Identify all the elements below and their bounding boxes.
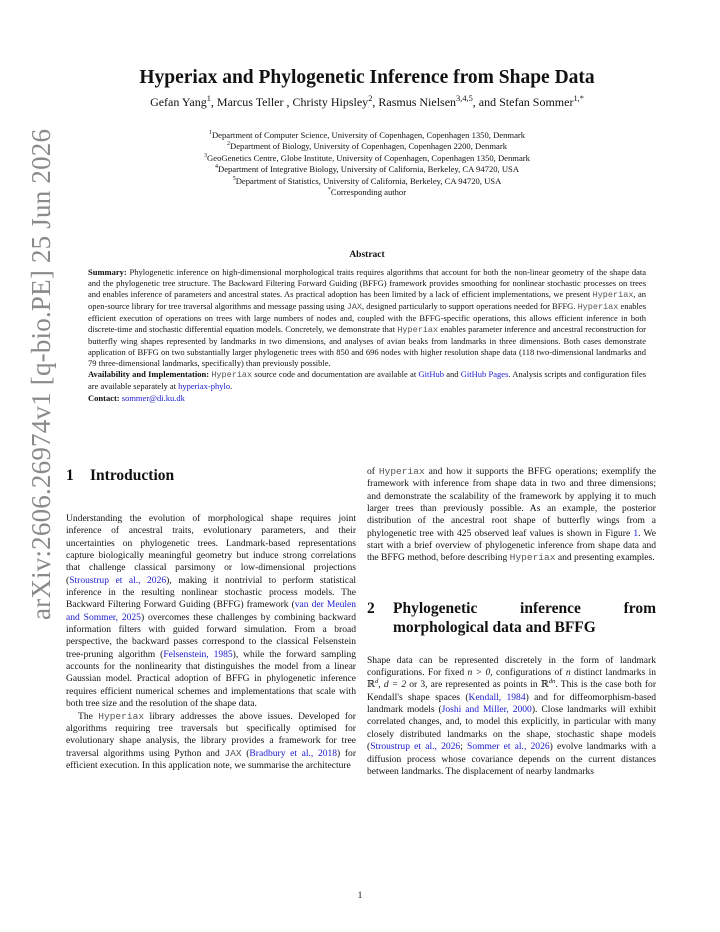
body-text: ), making it nontrivial to perform statistical inference in the resulting nonlinear stochastic process models. The Backward Filtering Forward Guiding (BFFG) framework ( bbox=[66, 574, 356, 611]
abstract-text: source code and documentation are available at bbox=[252, 369, 419, 380]
affiliation-mark: 3 bbox=[204, 152, 208, 159]
paragraph bbox=[66, 513, 356, 711]
abstract-availability bbox=[88, 369, 646, 392]
abstract-text: enables efficient execution of operations on trees with large numbers of nodes and, coupled with the BFFG-specific operations, this allows efficient inference in both discrete-time and stochastic differential equation models. Concretely, we demonstrate that bbox=[88, 301, 647, 335]
affiliation-text: Department of Integrative Biology, University of California, Berkeley, CA 94720, USA bbox=[217, 164, 520, 175]
contact-email-link[interactable]: sommer@di.ku.dk bbox=[121, 392, 185, 403]
affiliation-text: Department of Biology, University of Copenhagen, Copenhagen 2200, Denmark bbox=[230, 141, 508, 152]
section-number: 1 bbox=[66, 467, 74, 484]
affiliation-mark: 5 bbox=[232, 175, 236, 182]
affiliation-mark: 2 bbox=[226, 141, 230, 148]
abstract-text: , an open-source library for tree traversal algorithms and message passing using bbox=[88, 289, 646, 312]
body-text: ) evolve landmarks with a diffusion process whose covariance depends on the current distances between landmarks. The displacement of nearby landmarks bbox=[367, 741, 656, 777]
body-text: of bbox=[367, 466, 379, 477]
math: dn bbox=[548, 678, 556, 686]
body-text: Shape data can be represented discretely in the form of landmark configurations. For fixed bbox=[367, 654, 656, 679]
contact-label: Contact: bbox=[88, 392, 120, 403]
citation-link[interactable]: Kendall, 1984 bbox=[468, 691, 526, 703]
page-number: 1 bbox=[357, 891, 363, 901]
code-jax: JAX bbox=[346, 302, 363, 313]
body-text: ) overcomes these challenges by combining backward information filters with guided forward simulation. From a broad perspective, the backward passes correspond to the classical Felsenstein tree-pruning algorithm ( bbox=[66, 611, 357, 660]
affiliation-text: Corresponding author bbox=[330, 187, 407, 198]
paragraph bbox=[367, 466, 656, 565]
body-text: or 3, are represented as points in ℝ bbox=[406, 679, 549, 691]
paragraph bbox=[66, 711, 356, 773]
body-text: ) and for diffeomorphism-based landmark models ( bbox=[367, 691, 657, 716]
hyperiax-phylo-link[interactable]: hyperiax-phylo bbox=[178, 381, 231, 392]
section-title: Phylogenetic inference from morphological data and BFFG bbox=[393, 599, 656, 636]
code-hyperiax: Hyperiax bbox=[211, 370, 253, 381]
citation-link[interactable]: Stroustrup et al., 2026 bbox=[370, 741, 461, 753]
citation-link[interactable]: van der Meulen and Sommer, 2025 bbox=[66, 599, 357, 623]
code-hyperiax: Hyperiax bbox=[378, 466, 425, 477]
arxiv-side-stamp: arXiv:2606.26974v1 [q-bio.PE] 25 Jun 2026 bbox=[26, 128, 56, 620]
citation-link[interactable]: Felsenstein, 1985 bbox=[163, 648, 233, 660]
body-text: ), while the forward sampling accounts for the nonlinearity that distinguishes the model from a linear Gaussian model. Practical adoption of BFFG in phylogenetic inference requires efficient numerical schemes and implementations that scale with both tree size and the resolution of the shape data. bbox=[66, 648, 356, 710]
figure-ref-link[interactable]: 1 bbox=[633, 527, 639, 539]
body-text: and presenting examples. bbox=[555, 552, 655, 564]
abstract-text: and bbox=[443, 369, 461, 380]
section-title: Introduction bbox=[90, 467, 175, 484]
body-text: distinct landmarks in ℝ bbox=[367, 667, 656, 691]
affiliation bbox=[70, 130, 664, 141]
code-hyperiax: Hyperiax bbox=[577, 302, 619, 313]
abstract-text: , designed particularly to support operations needed for BFFG. bbox=[362, 301, 578, 312]
code-hyperiax: Hyperiax bbox=[592, 290, 634, 301]
author-name: Christy Hipsley bbox=[292, 95, 369, 109]
abstract-text: Phylogenetic inference on high-dimensional morphological traits requires algorithms that account for both the non-linear geometry of the shape data and the phylogenetic tree structure. The Backward Filtering Forward Guiding (BFFG) framework provides smoothing for nonlinear stochastic processes on trees and enables inference of parameters and ancestral states. As practical adoption has been limited by a lack of efficient implementations, we present bbox=[88, 267, 647, 300]
citation-link[interactable]: Bradbury et al., 2018 bbox=[249, 747, 338, 759]
math: n > 0 bbox=[467, 667, 491, 679]
math: d = 2 bbox=[383, 679, 407, 691]
paper-title: Hyperiax and Phylogenetic Inference from Shape Data bbox=[139, 67, 595, 88]
body-text: and how it supports the BFFG operations; exemplify the framework with inference from shape data in two and three dimensions; and demonstrate the scalability of the framework by applying it to much larger trees than previously possible. As an example, the posterior distribution of the ancestral root shape of butterfly wings from a phylogenetic tree with 425 observed leaf values is shown in Figure bbox=[367, 466, 657, 539]
affiliation-mark: 4 bbox=[214, 164, 218, 171]
paragraph bbox=[367, 655, 656, 778]
code-hyperiax: Hyperiax bbox=[509, 552, 556, 564]
body-text: ) for efficient execution. In this application note, we summarise the architecture bbox=[66, 747, 356, 771]
author-affil-mark: 2 bbox=[368, 94, 373, 103]
github-link[interactable]: GitHub bbox=[418, 369, 444, 380]
affiliation bbox=[70, 141, 664, 152]
citation-link[interactable]: Sommer et al., 2026 bbox=[467, 741, 550, 753]
author-name: Marcus Teller bbox=[216, 95, 287, 109]
section-heading bbox=[367, 599, 656, 637]
body-text: library addresses the above issues. Developed for algorithms requiring tree traversals but specifically optimised for evolutionary shape analysis, the library provides a framework for tree traversal algorithms using Python and bbox=[66, 710, 356, 759]
author-name: Gefan Yang bbox=[150, 95, 207, 109]
body-text: , configurations of bbox=[490, 667, 566, 679]
affiliation-mark: * bbox=[327, 187, 331, 194]
code-hyperiax: Hyperiax bbox=[397, 325, 439, 336]
summary-label: Summary: bbox=[88, 267, 127, 277]
availability-label: Availability and Implementation: bbox=[88, 369, 210, 380]
abstract-contact bbox=[88, 393, 646, 404]
affiliation bbox=[70, 153, 664, 164]
code-hyperiax: Hyperiax bbox=[98, 710, 145, 722]
author-list: Gefan Yang$^1$, Marcus Teller , Christy Hipsley$^2$, Rasmus Nielsen$^{3,4,5}$, and Stefan Sommer$^{1,*}$ bbox=[150, 94, 584, 109]
citation-link[interactable]: Stroustrup et al., 2026 bbox=[69, 574, 167, 586]
affiliation-text: Department of Computer Science, University of Copenhagen, Copenhagen 1350, Denmark bbox=[211, 130, 526, 140]
math: d bbox=[374, 678, 379, 686]
author-affil-mark: 3,4,5 bbox=[456, 94, 473, 103]
author-affil-mark: 1,* bbox=[573, 94, 584, 103]
author-affil-mark: 1 bbox=[206, 94, 211, 103]
affiliation-list bbox=[70, 130, 664, 198]
body-text: . We start with a brief overview of phylogenetic inference from shape data and the BFFG method, before describing bbox=[367, 527, 656, 564]
body-text: ; bbox=[460, 741, 468, 753]
body-text: , bbox=[378, 679, 384, 691]
abstract-text: . bbox=[230, 381, 233, 392]
abstract-text: enables parameter inference and ancestral reconstruction for butterfly wing shapes represented by landmarks in two dimensions, and analyses of avian beaks from landmarks in three dimensions. Both cases demonstrate application of BFFG on two substantially larger phylogenetic trees with 850 and 696 nodes with higher resolution shape data (118 two-dimensional landmarks and 79 three-dimensional landmarks, specifically) than previously possible. bbox=[88, 324, 646, 369]
author-name: Rasmus Nielsen bbox=[378, 95, 457, 109]
paper-header bbox=[70, 66, 664, 198]
affiliation bbox=[70, 164, 664, 175]
math: n bbox=[565, 667, 571, 679]
affiliation bbox=[70, 176, 664, 187]
affiliation bbox=[70, 187, 664, 198]
section-heading bbox=[66, 466, 356, 485]
body-text: ). Close landmarks will exhibit correlated changes, and, to model this explicitly, in particular with many closely distributed landmarks on the shape, stochastic shape models ( bbox=[367, 704, 656, 753]
section-number: 2 bbox=[367, 599, 375, 617]
body-text: ( bbox=[241, 747, 250, 759]
abstract-heading: Abstract bbox=[349, 250, 385, 260]
github-pages-link[interactable]: GitHub Pages bbox=[460, 369, 509, 380]
right-column bbox=[367, 466, 656, 778]
affiliation-mark: 1 bbox=[208, 130, 212, 137]
citation-link[interactable]: Joshi and Miller, 2000 bbox=[441, 704, 532, 716]
abstract-body bbox=[88, 267, 646, 404]
code-jax: JAX bbox=[224, 747, 242, 759]
left-column bbox=[66, 466, 356, 772]
abstract-summary bbox=[88, 267, 646, 369]
abstract-text: . Analysis scripts and configuration files are available separately at bbox=[88, 369, 647, 392]
affiliation-text: Department of Statistics, University of California, Berkeley, CA 94720, USA bbox=[235, 175, 502, 186]
body-text: Understanding the evolution of morphological shape requires joint inference of ancestral traits, evolutionary parameters, and their uncertainties on phylogenetic trees. Landmark-based representations capture biologically meaningful geometry but induce strong correlations that challenge classical parsimony or low-dimensional projections ( bbox=[66, 513, 356, 586]
affiliation-text: GeoGenetics Centre, Globe Institute, University of Copenhagen, Copenhagen 1350, Denmark bbox=[207, 152, 530, 163]
body-text: . This is the case both for Kendall's shape spaces ( bbox=[367, 679, 657, 703]
author-and: and bbox=[478, 95, 497, 109]
body-text: The bbox=[78, 710, 99, 722]
author-name: Stefan Sommer bbox=[499, 95, 574, 109]
